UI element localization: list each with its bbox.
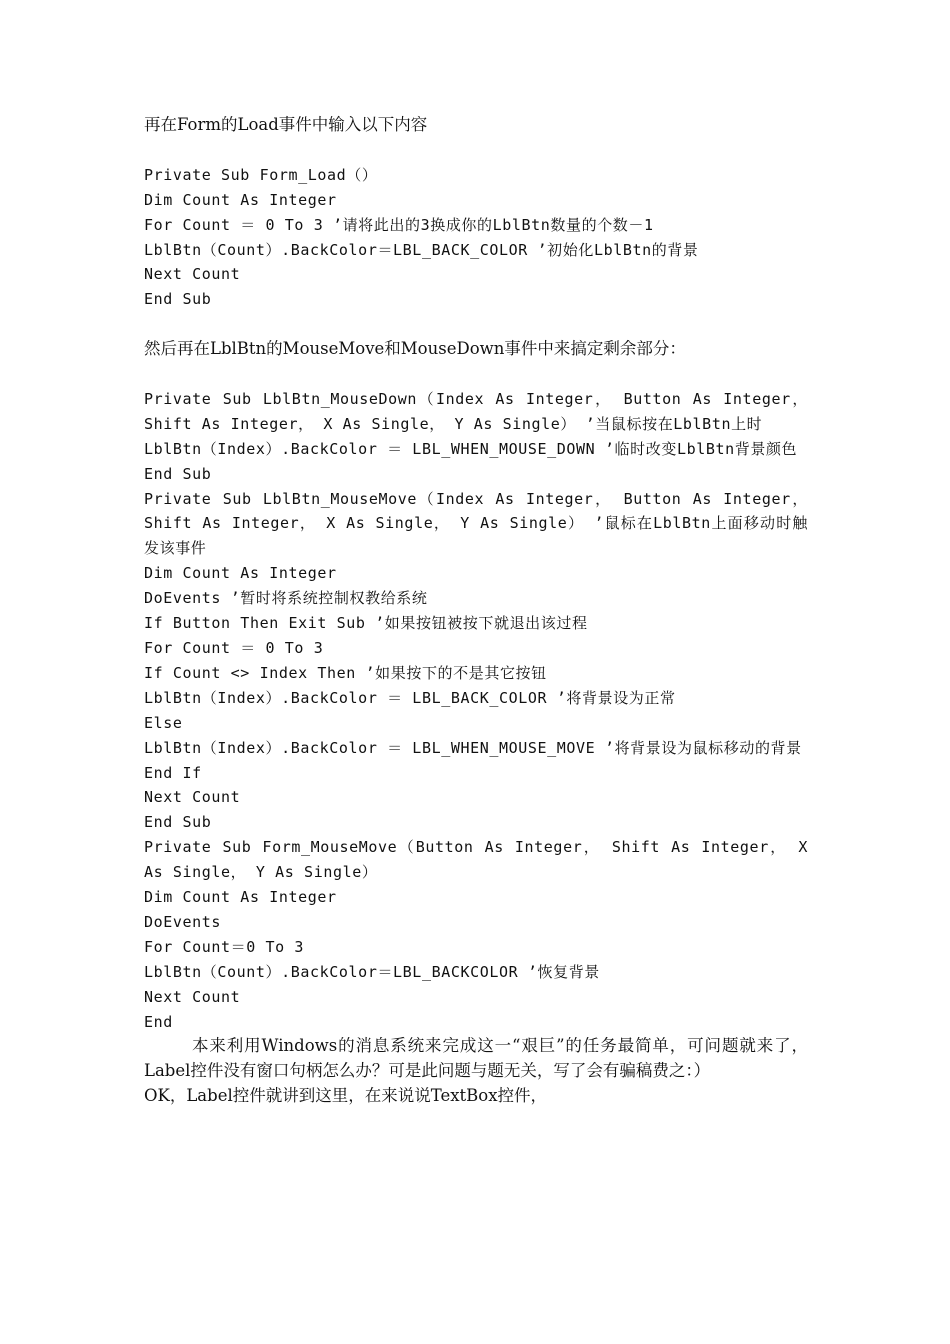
code-line: Dim Count As Integer bbox=[144, 564, 337, 583]
blank-line bbox=[144, 362, 808, 387]
code-wrapped-line: Private Sub Form_MouseMove（Button As Integer， Shift As Integer， X As Single， Y As Single） bbox=[144, 838, 808, 882]
intro-text: 再在Form的Load事件中输入以下内容 bbox=[144, 115, 428, 134]
final-line: OK，Label控件就讲到这里，在来说说TextBox控件， bbox=[144, 1086, 548, 1106]
code-line: If Count <> Index Then ’如果按下的不是其它按钮 bbox=[144, 663, 547, 682]
code-wrapped-line: LblBtn（Index）.BackColor ＝ LBL_WHEN_MOUSE_MOVE ’将背景设为鼠标移动的背景 bbox=[144, 738, 802, 757]
code-line: Next Count bbox=[144, 788, 241, 807]
code-line: End Sub bbox=[144, 464, 212, 483]
code-line: Dim Count As Integer bbox=[144, 190, 337, 209]
closing-paragraph: 本来利用Windows的消息系统来完成这一“艰巨”的任务最简单，可问题就来了，Label控件没有窗口句柄怎么办？可是此问题与题无关，写了会有骗稿费之：） bbox=[144, 1036, 808, 1081]
code-line: LblBtn（Count）.BackColor＝LBL_BACKCOLOR ’恢复背景 bbox=[144, 962, 600, 981]
document-body bbox=[144, 113, 808, 1109]
blank-line bbox=[144, 138, 808, 163]
code-line: LblBtn（Count）.BackColor＝LBL_BACK_COLOR ’初始化LblBtn的背景 bbox=[144, 240, 699, 259]
code-line: If Button Then Exit Sub ’如果按钮被按下就退出该过程 bbox=[144, 614, 588, 633]
transition-text: 然后再在LblBtn的MouseMove和MouseDown事件中来搞定剩余部分： bbox=[144, 339, 686, 359]
code-line: Next Count bbox=[144, 265, 241, 284]
code-line: LblBtn（Index）.BackColor ＝ LBL_BACK_COLOR ’将背景设为正常 bbox=[144, 688, 676, 707]
code-wrapped-line: Private Sub LblBtn_MouseMove（Index As Integer， Button As Integer， Shift As Integer， X As Single， Y As Single） ’鼠标在LblBtn上面移动时触发该事件 bbox=[144, 489, 808, 558]
code-line: For Count ＝ 0 To 3 ’请将此出的3换成你的LblBtn数量的个数－1 bbox=[144, 215, 654, 234]
code-line: Private Sub Form_Load（） bbox=[144, 165, 378, 184]
code-wrapped-line: LblBtn（Index）.BackColor ＝ LBL_WHEN_MOUSE_DOWN ’临时改变LblBtn背景颜色 bbox=[144, 439, 798, 458]
code-line: For Count ＝ 0 To 3 bbox=[144, 638, 324, 657]
code-line: Else bbox=[144, 713, 183, 732]
code-line: DoEvents ’暂时将系统控制权教给系统 bbox=[144, 589, 428, 608]
code-line: For Count＝0 To 3 bbox=[144, 937, 305, 956]
code-line: DoEvents bbox=[144, 912, 222, 931]
code-line: Dim Count As Integer bbox=[144, 888, 337, 907]
code-line: End bbox=[144, 1012, 173, 1031]
code-line: End If bbox=[144, 763, 202, 782]
code-wrapped-line: Private Sub LblBtn_MouseDown（Index As Integer， Button As Integer， Shift As Integer， X As Single， Y As Single） ’当鼠标按在LblBtn上时 bbox=[144, 389, 808, 433]
blank-line bbox=[144, 312, 808, 337]
code-line: Next Count bbox=[144, 987, 241, 1006]
code-line: End Sub bbox=[144, 813, 212, 832]
code-line: End Sub bbox=[144, 290, 212, 309]
